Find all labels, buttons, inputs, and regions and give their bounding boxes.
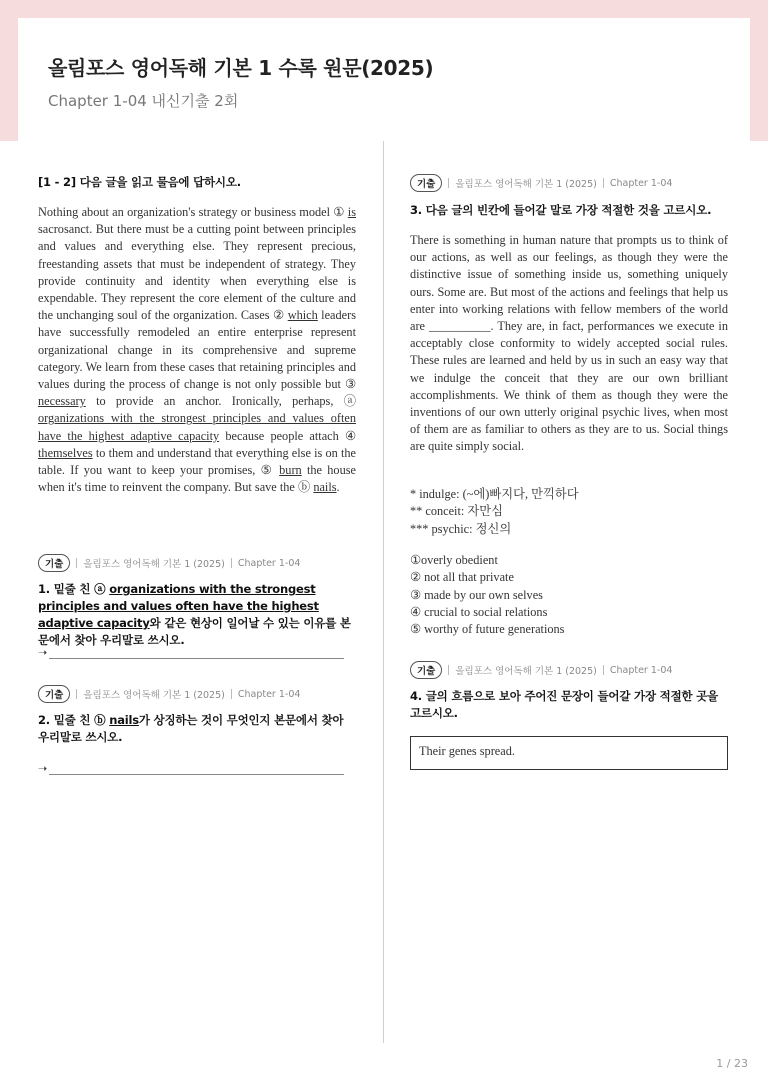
answer-underline: [49, 764, 344, 775]
document-subtitle: Chapter 1-04 내신기출 2회: [48, 92, 239, 110]
choice-item[interactable]: ② not all that private: [410, 570, 514, 585]
source-tag-2: [38, 685, 300, 703]
passage-text: because people attach: [219, 428, 345, 443]
answer-line-2[interactable]: [38, 762, 344, 775]
instruction-heading: [1 - 2] 다음 글을 읽고 물음에 답하시오.: [38, 175, 241, 189]
passage-text: .: [336, 480, 340, 495]
choice-item[interactable]: ③ made by our own selves: [410, 587, 543, 602]
arrow-icon: ➝: [38, 762, 48, 775]
answer-choices: [410, 552, 728, 638]
question-3: 3. 다음 글의 빈칸에 들어갈 말로 가장 적절한 것을 고르시오.: [410, 203, 712, 217]
passage-text: to provide an anchor. Ironically, perhaps,: [85, 394, 344, 409]
note-item: *** psychic: 정신의: [410, 521, 512, 536]
source-tag-3: [410, 174, 672, 192]
tag-badge: 기출: [38, 554, 70, 572]
tag-chapter: Chapter 1-04: [609, 177, 673, 189]
passage-text: sacrosanct. But there must be a cutting point between principles and values and everything else. They represent precious, freestanding assets that must be independent of strategy. They provide continuity and identity when everything else is expendable. They represent the core element of the culture and the unchanging soul of the organization. Cases: [38, 222, 356, 323]
answer-line-1[interactable]: [38, 646, 344, 659]
question-4: 4. 글의 흐름으로 보아 주어진 문장이 들어갈 가장 적절한 곳을 고르시오.: [410, 689, 719, 720]
tag-separator: [231, 558, 232, 568]
marker: ⓑ: [297, 480, 314, 495]
underlined-word: nails: [313, 480, 337, 495]
tag-source: 올림포스 영어독해 기본 1 (2025): [83, 690, 225, 701]
passage-1: [38, 204, 356, 496]
tag-badge: 기출: [410, 174, 442, 192]
underlined-word: burn: [279, 463, 302, 478]
question-1: [38, 581, 356, 649]
tag-badge: 기출: [38, 685, 70, 703]
question-underlined: organizations with the strongest principles and values often have the highest adaptive capacity: [38, 582, 319, 630]
marker: ②: [272, 308, 288, 323]
tag-source: 올림포스 영어독해 기본 1 (2025): [455, 179, 597, 190]
tag-separator: [76, 558, 77, 568]
source-tag-1: [38, 554, 300, 572]
tag-separator: [448, 665, 449, 675]
marker: ①: [333, 205, 348, 219]
question-text: 2. 밑줄 친 ⓑ: [38, 713, 110, 727]
tag-separator: [231, 689, 232, 699]
choice-item[interactable]: ⑤ worthy of future generations: [410, 622, 565, 637]
underlined-word: themselves: [38, 445, 93, 460]
column-divider: [383, 141, 384, 1043]
tag-separator: [603, 178, 604, 188]
tag-chapter: Chapter 1-04: [609, 664, 673, 676]
note-item: * indulge: (~에)빠지다, 만끽하다: [410, 487, 579, 501]
document-title: 올림포스 영어독해 기본 1 수록 원문(2025): [48, 56, 434, 80]
question-text: 와 같은 현상이 일어날 수 있는 이유를 본문에서 찾아 우리말로 쓰시오.: [38, 616, 351, 647]
tag-source: 올림포스 영어독해 기본 1 (2025): [83, 559, 225, 570]
tag-separator: [603, 665, 604, 675]
page-number: 1 / 23: [716, 1057, 748, 1070]
underlined-word: which: [287, 308, 318, 323]
given-sentence-box: Their genes spread.: [410, 736, 728, 770]
question-text: 1. 밑줄 친 ⓐ: [38, 582, 110, 596]
tag-source: 올림포스 영어독해 기본 1 (2025): [455, 666, 597, 677]
choice-item[interactable]: ④ crucial to social relations: [410, 604, 548, 619]
note-item: ** conceit: 자만심: [410, 504, 504, 519]
underlined-word: is: [347, 205, 356, 219]
underlined-word: necessary: [38, 394, 86, 409]
question-underlined: nails: [109, 713, 139, 727]
header-card: [18, 18, 750, 141]
passage-2: There is something in human nature that prompts us to think of our actions, as well as our feelings, as though they were the distinctive issue of something inside us, something uniquely ours. Some are. But most of the actions and feelings that help us enter into working relations with fellow members of the world are __________. They are, in fact, performances we execute in acceptably close conformity to widely accepted social rules. These rules are learned and held by us in such an easy way that we indulge the conceit that they are our own brilliant accomplishments. We think of them as though they were the inventions of our own utterly original psychic lives, when most of them are as familiar to others as they are to us. Social things are quite simply social.: [410, 233, 728, 454]
passage-text: to them and understand that everything else is on the table. If you want to keep your promises,: [38, 445, 356, 478]
choice-item[interactable]: ①overly obedient: [410, 553, 498, 567]
tag-chapter: Chapter 1-04: [237, 688, 301, 700]
tag-separator: [448, 178, 449, 188]
marker: ③: [344, 377, 356, 392]
underlined-phrase: organizations with the strongest principles and values often have the highest adaptive capacity: [38, 411, 356, 443]
passage-text: the house when it's time to reinvent the company. But save the: [38, 463, 356, 495]
passage-text: leaders have successfully remodeled an entire enterprise represent organizational change in its comprehensive and supreme category. We learn from these cases that retaining principles and values during the process of change is not only possible but: [38, 308, 356, 392]
question-text: 가 상징하는 것이 무엇인지 본문에서 찾아 우리말로 쓰시오.: [38, 713, 344, 744]
tag-separator: [76, 689, 77, 699]
question-2: [38, 712, 356, 746]
marker: ⑤: [260, 463, 280, 478]
source-tag-4: [410, 661, 672, 679]
passage-text: Nothing about an organization's strategy or business model: [38, 205, 334, 219]
arrow-icon: ➝: [38, 646, 48, 659]
marker: ⓐ: [343, 394, 356, 409]
marker: ④: [344, 428, 356, 443]
answer-underline: [49, 648, 344, 659]
tag-chapter: Chapter 1-04: [237, 557, 301, 569]
vocab-notes: [410, 486, 728, 538]
tag-badge: 기출: [410, 661, 442, 679]
